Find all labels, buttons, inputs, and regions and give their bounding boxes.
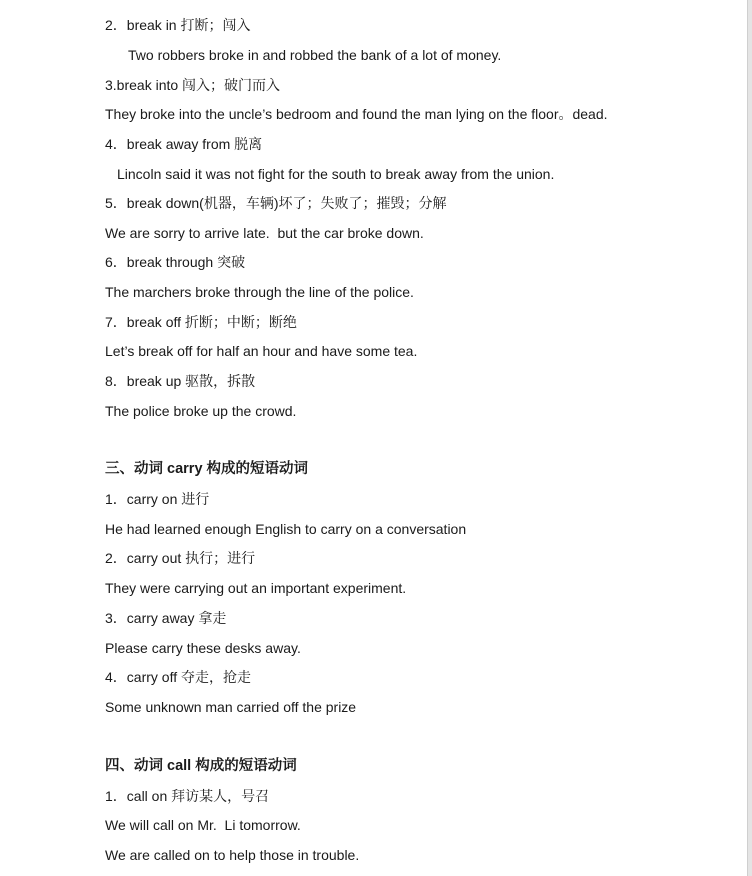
section-heading-carry: 三、动词 carry 构成的短语动词 (105, 461, 309, 477)
example-sentence: Please carry these desks away. (105, 640, 301, 656)
item-carry-on: 1．carry on 进行 (105, 491, 210, 507)
example-sentence: We are sorry to arrive late. but the car broke down. (105, 225, 424, 241)
item-break-in: 2．break in 打断；闯入 (105, 17, 251, 33)
example-sentence: We are called on to help those in trouble. (105, 847, 360, 863)
example-sentence: Let’s break off for half an hour and have some tea. (105, 343, 418, 359)
example-sentence: The police broke up the crowd. (105, 403, 297, 419)
item-break-away-from: 4．break away from 脱离 (105, 136, 263, 152)
item-break-down: 5．break down(机器，车辆)坏了；失败了；摧毁；分解 (105, 195, 447, 211)
item-break-up: 8．break up 驱散，拆散 (105, 373, 256, 389)
example-sentence: Some unknown man carried off the prize (105, 699, 357, 715)
section-heading-call: 四、动词 call 构成的短语动词 (105, 758, 297, 774)
item-break-off: 7．break off 折断；中断；断绝 (105, 314, 297, 330)
page-edge (747, 0, 752, 876)
example-sentence: We will call on Mr. Li tomorrow. (105, 817, 301, 833)
example-sentence: Lincoln said it was not fight for the south to break away from the union. (117, 166, 555, 182)
example-sentence: They broke into the uncle’s bedroom and found the man lying on the floor。dead. (105, 106, 608, 122)
example-sentence: Two robbers broke in and robbed the bank of a lot of money. (128, 47, 502, 63)
item-break-into: 3.break into 闯入；破门而入 (105, 77, 281, 93)
item-call-on: 1．call on 拜访某人，号召 (105, 788, 270, 804)
item-carry-away: 3．carry away 拿走 (105, 610, 227, 626)
example-sentence: The marchers broke through the line of the police. (105, 284, 414, 300)
example-sentence: They were carrying out an important experiment. (105, 580, 407, 596)
item-carry-off: 4．carry off 夺走，抢走 (105, 669, 251, 685)
item-carry-out: 2．carry out 执行；进行 (105, 550, 256, 566)
item-break-through: 6．break through 突破 (105, 254, 246, 270)
example-sentence: He had learned enough English to carry on a conversation (105, 521, 467, 537)
